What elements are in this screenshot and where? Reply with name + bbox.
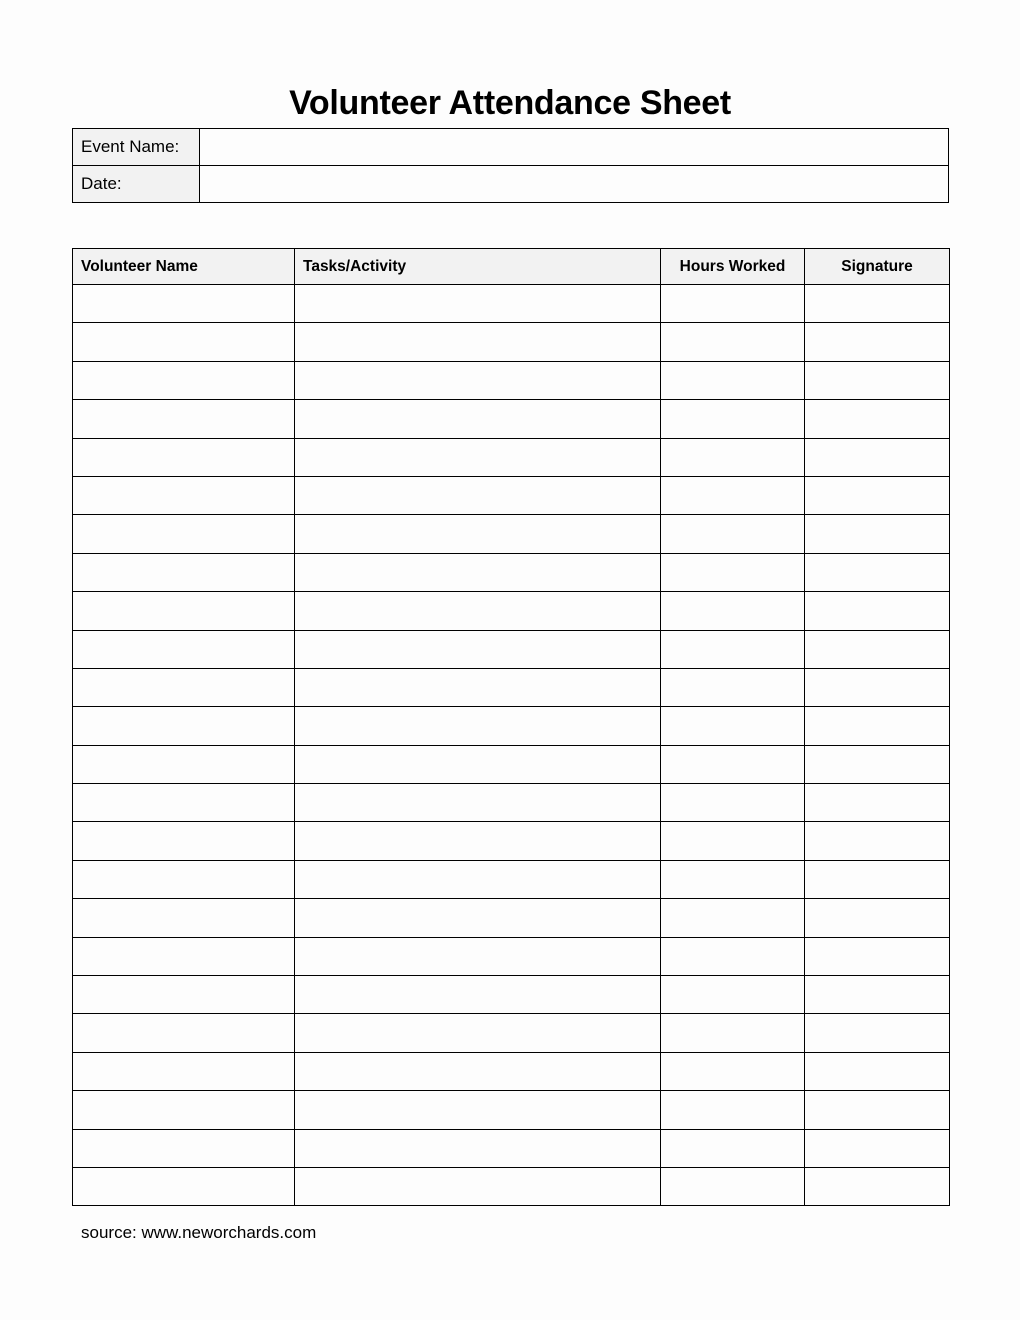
- hours-worked-cell[interactable]: [661, 592, 805, 630]
- table-row: [73, 553, 950, 591]
- date-label: Date:: [73, 166, 200, 203]
- volunteer-name-cell[interactable]: [73, 860, 295, 898]
- tasks-activity-cell[interactable]: [295, 400, 661, 438]
- table-row: [73, 707, 950, 745]
- volunteer-name-cell[interactable]: [73, 899, 295, 937]
- signature-cell[interactable]: [805, 361, 950, 399]
- signature-cell[interactable]: [805, 976, 950, 1014]
- table-row: [73, 515, 950, 553]
- volunteer-name-cell[interactable]: [73, 707, 295, 745]
- tasks-activity-cell[interactable]: [295, 438, 661, 476]
- tasks-activity-cell[interactable]: [295, 323, 661, 361]
- hours-worked-cell[interactable]: [661, 822, 805, 860]
- volunteer-name-cell[interactable]: [73, 1014, 295, 1052]
- hours-worked-cell[interactable]: [661, 323, 805, 361]
- table-row: [73, 1052, 950, 1090]
- hours-worked-cell[interactable]: [661, 630, 805, 668]
- hours-worked-cell[interactable]: [661, 553, 805, 591]
- tasks-activity-cell[interactable]: [295, 1129, 661, 1167]
- hours-worked-cell[interactable]: [661, 1052, 805, 1090]
- hours-worked-cell[interactable]: [661, 515, 805, 553]
- hours-worked-cell[interactable]: [661, 745, 805, 783]
- hours-worked-cell[interactable]: [661, 438, 805, 476]
- volunteer-name-cell[interactable]: [73, 937, 295, 975]
- table-row: [73, 1167, 950, 1205]
- volunteer-name-cell[interactable]: [73, 515, 295, 553]
- signature-cell[interactable]: [805, 323, 950, 361]
- table-row: [73, 361, 950, 399]
- tasks-activity-cell[interactable]: [295, 630, 661, 668]
- hours-worked-cell[interactable]: [661, 1014, 805, 1052]
- table-row: [73, 400, 950, 438]
- volunteer-name-cell[interactable]: [73, 285, 295, 323]
- signature-cell[interactable]: [805, 592, 950, 630]
- column-header-hours-worked: Hours Worked: [661, 249, 805, 285]
- hours-worked-cell[interactable]: [661, 937, 805, 975]
- signature-cell[interactable]: [805, 668, 950, 706]
- tasks-activity-cell[interactable]: [295, 899, 661, 937]
- volunteer-name-cell[interactable]: [73, 361, 295, 399]
- tasks-activity-cell[interactable]: [295, 937, 661, 975]
- tasks-activity-cell[interactable]: [295, 822, 661, 860]
- hours-worked-cell[interactable]: [661, 1167, 805, 1205]
- volunteer-name-cell[interactable]: [73, 1052, 295, 1090]
- hours-worked-cell[interactable]: [661, 860, 805, 898]
- tasks-activity-cell[interactable]: [295, 707, 661, 745]
- hours-worked-cell[interactable]: [661, 476, 805, 514]
- signature-cell[interactable]: [805, 1091, 950, 1129]
- volunteer-name-cell[interactable]: [73, 553, 295, 591]
- table-row: [73, 476, 950, 514]
- hours-worked-cell[interactable]: [661, 976, 805, 1014]
- signature-cell[interactable]: [805, 937, 950, 975]
- tasks-activity-cell[interactable]: [295, 668, 661, 706]
- hours-worked-cell[interactable]: [661, 1091, 805, 1129]
- signature-cell[interactable]: [805, 1052, 950, 1090]
- hours-worked-cell[interactable]: [661, 784, 805, 822]
- volunteer-name-cell[interactable]: [73, 630, 295, 668]
- signature-cell[interactable]: [805, 1129, 950, 1167]
- table-row: [73, 745, 950, 783]
- volunteer-name-cell[interactable]: [73, 745, 295, 783]
- volunteer-name-cell[interactable]: [73, 668, 295, 706]
- table-row: [73, 937, 950, 975]
- hours-worked-cell[interactable]: [661, 707, 805, 745]
- hours-worked-cell[interactable]: [661, 285, 805, 323]
- signature-cell[interactable]: [805, 438, 950, 476]
- tasks-activity-cell[interactable]: [295, 745, 661, 783]
- tasks-activity-cell[interactable]: [295, 1052, 661, 1090]
- volunteer-name-cell[interactable]: [73, 476, 295, 514]
- tasks-activity-cell[interactable]: [295, 592, 661, 630]
- signature-cell[interactable]: [805, 515, 950, 553]
- volunteer-name-cell[interactable]: [73, 1167, 295, 1205]
- table-body: [73, 285, 950, 1206]
- table-row: [73, 668, 950, 706]
- table-row: [73, 323, 950, 361]
- date-field[interactable]: [200, 166, 949, 203]
- signature-cell[interactable]: [805, 553, 950, 591]
- tasks-activity-cell[interactable]: [295, 1014, 661, 1052]
- event-name-field[interactable]: [200, 129, 949, 166]
- event-name-row: [73, 129, 949, 166]
- tasks-activity-cell[interactable]: [295, 553, 661, 591]
- volunteer-name-cell[interactable]: [73, 323, 295, 361]
- table-row: [73, 784, 950, 822]
- tasks-activity-cell[interactable]: [295, 361, 661, 399]
- column-header-signature: Signature: [805, 249, 950, 285]
- signature-cell[interactable]: [805, 476, 950, 514]
- tasks-activity-cell[interactable]: [295, 476, 661, 514]
- table-row: [73, 822, 950, 860]
- date-row: [73, 166, 949, 203]
- table-row: [73, 1091, 950, 1129]
- tasks-activity-cell[interactable]: [295, 1091, 661, 1129]
- tasks-activity-cell[interactable]: [295, 515, 661, 553]
- volunteer-name-cell[interactable]: [73, 1129, 295, 1167]
- signature-cell[interactable]: [805, 285, 950, 323]
- attendance-table: [72, 248, 950, 1206]
- signature-cell[interactable]: [805, 899, 950, 937]
- table-row: [73, 860, 950, 898]
- column-header-volunteer-name: Volunteer Name: [73, 249, 295, 285]
- page-title: Volunteer Attendance Sheet: [289, 84, 731, 122]
- hours-worked-cell[interactable]: [661, 1129, 805, 1167]
- column-header-tasks-activity: Tasks/Activity: [295, 249, 661, 285]
- signature-cell[interactable]: [805, 860, 950, 898]
- signature-cell[interactable]: [805, 784, 950, 822]
- volunteer-name-cell[interactable]: [73, 976, 295, 1014]
- volunteer-name-cell[interactable]: [73, 400, 295, 438]
- volunteer-name-cell[interactable]: [73, 592, 295, 630]
- hours-worked-cell[interactable]: [661, 400, 805, 438]
- table-row: [73, 1129, 950, 1167]
- table-header-row: [73, 249, 950, 285]
- signature-cell[interactable]: [805, 400, 950, 438]
- hours-worked-cell[interactable]: [661, 668, 805, 706]
- signature-cell[interactable]: [805, 630, 950, 668]
- hours-worked-cell[interactable]: [661, 361, 805, 399]
- tasks-activity-cell[interactable]: [295, 1167, 661, 1205]
- table-row: [73, 285, 950, 323]
- table-row: [73, 592, 950, 630]
- event-info-table: [72, 128, 949, 203]
- signature-cell[interactable]: [805, 1167, 950, 1205]
- table-row: [73, 976, 950, 1014]
- source-footer: source: www.neworchards.com: [81, 1223, 317, 1242]
- signature-cell[interactable]: [805, 822, 950, 860]
- signature-cell[interactable]: [805, 745, 950, 783]
- tasks-activity-cell[interactable]: [295, 860, 661, 898]
- table-row: [73, 438, 950, 476]
- tasks-activity-cell[interactable]: [295, 976, 661, 1014]
- table-row: [73, 899, 950, 937]
- volunteer-name-cell[interactable]: [73, 438, 295, 476]
- signature-cell[interactable]: [805, 1014, 950, 1052]
- volunteer-name-cell[interactable]: [73, 784, 295, 822]
- hours-worked-cell[interactable]: [661, 899, 805, 937]
- event-name-label: Event Name:: [73, 129, 200, 166]
- volunteer-name-cell[interactable]: [73, 822, 295, 860]
- signature-cell[interactable]: [805, 707, 950, 745]
- volunteer-name-cell[interactable]: [73, 1091, 295, 1129]
- tasks-activity-cell[interactable]: [295, 285, 661, 323]
- table-row: [73, 630, 950, 668]
- table-row: [73, 1014, 950, 1052]
- tasks-activity-cell[interactable]: [295, 784, 661, 822]
